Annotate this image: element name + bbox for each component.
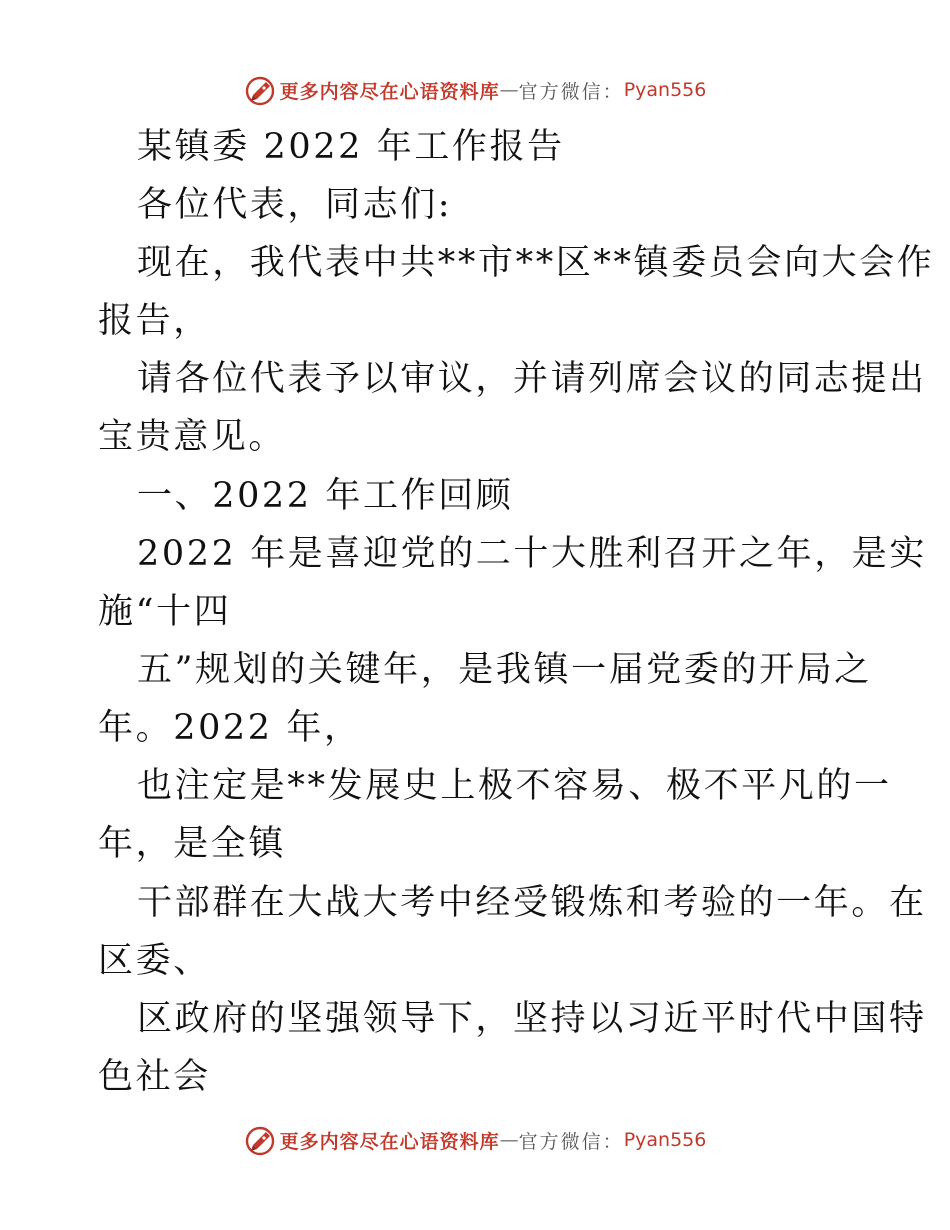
watermark-wechat-label: 官方微信： [518,1130,624,1153]
footer-watermark [0,1120,950,1160]
header-watermark [0,70,950,110]
paragraph-line: 干部群在大战大考中经受锻炼和考验的一年。在 [137,883,927,923]
watermark-wechat-id: Pyan556 [623,79,707,101]
watermark-wechat-label: 官方微信： [518,80,624,103]
pen-logo-icon [244,73,278,107]
pen-logo-icon [244,1123,278,1157]
paragraph-line: 宝贵意见。 [98,417,287,457]
paragraph-line: 现在，我代表中共**市**区**镇委员会向大会作 [137,243,935,283]
paragraph-line: 报告， [98,301,211,341]
paragraph-line: 色社会 [98,1057,211,1097]
paragraph-line: 年，是全镇 [98,824,287,864]
paragraph-line: 区委、 [98,941,211,981]
watermark-separator: — [499,79,519,101]
paragraph-line: 五”规划的关键年，是我镇一届党委的开局之 [137,650,872,690]
section-heading: 一、2022 年工作回顾 [137,476,514,516]
paragraph-line: 施“十四 [98,592,232,632]
paragraph-line: 请各位代表予以审议，并请列席会议的同志提出 [137,359,927,399]
watermark-site-text: 更多内容尽在心语资料库 [279,1130,500,1153]
paragraph-line: 区政府的坚强领导下，坚持以习近平时代中国特 [137,999,927,1039]
watermark-site-text: 更多内容尽在心语资料库 [279,80,500,103]
watermark-wechat-id: Pyan556 [623,1129,707,1151]
watermark-separator: — [499,1129,519,1151]
document-title: 某镇委 2022 年工作报告 [137,127,565,167]
paragraph-line: 2022 年是喜迎党的二十大胜利召开之年，是实 [137,534,927,574]
paragraph-line: 也注定是**发展史上极不容易、极不平凡的一 [137,766,892,806]
paragraph-line: 年。2022 年， [98,708,362,748]
salutation: 各位代表，同志们: [137,185,453,225]
